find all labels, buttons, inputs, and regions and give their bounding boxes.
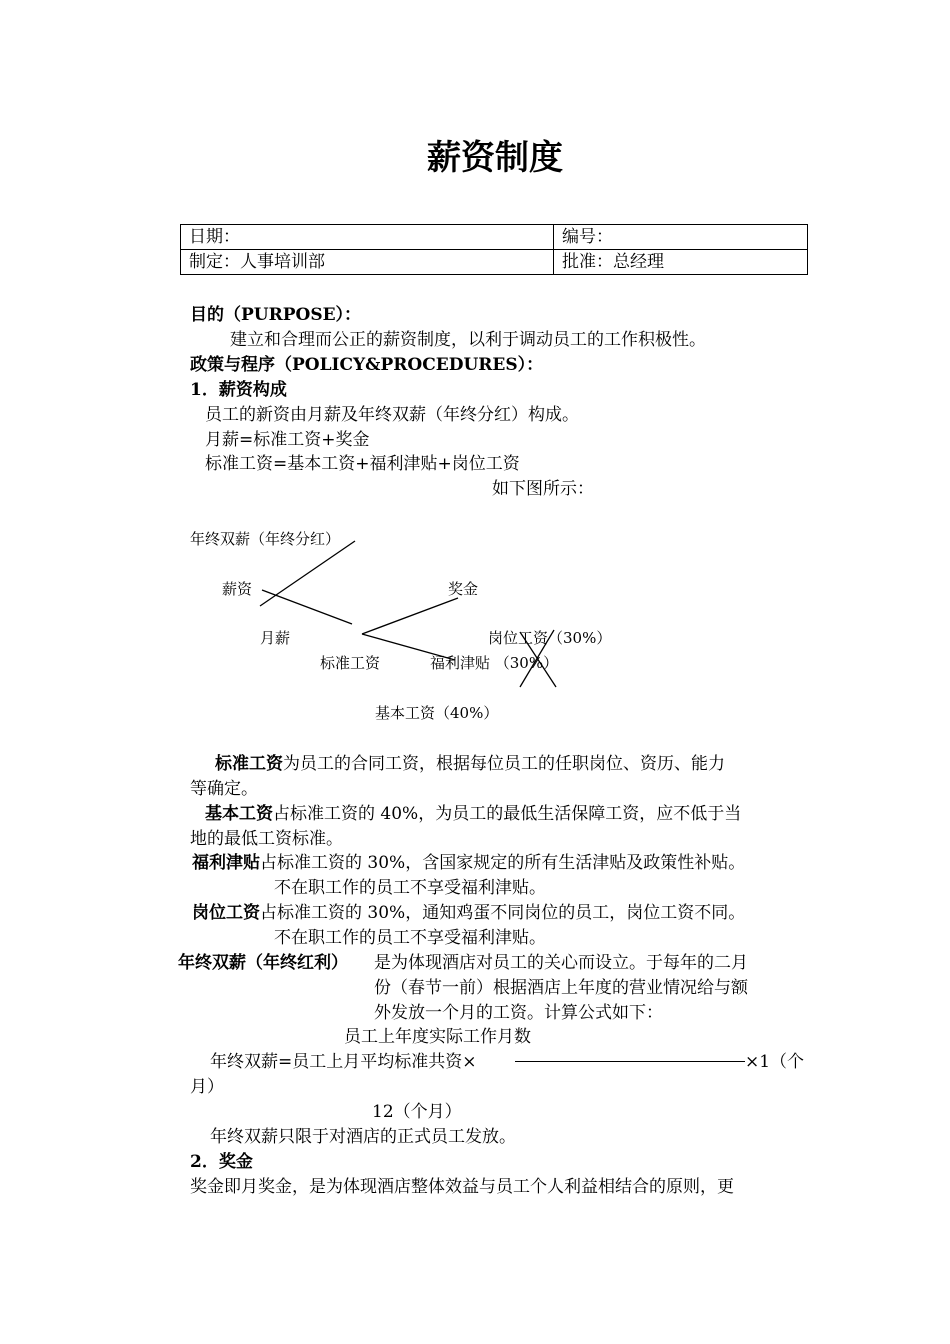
formula-fraction-bar (515, 1061, 745, 1062)
section1-heading: 1．薪资构成 (190, 380, 287, 400)
section1-line3: 标准工资=基本工资+福利津贴+岗位工资 (205, 454, 520, 474)
purpose-text: 建立和合理而公正的薪资制度，以利于调动员工的工作积极性。 (230, 330, 706, 350)
section1-line1: 员工的新资由月薪及年终双薪（年终分红）构成。 (205, 405, 579, 425)
def-base-text2: 地的最低工资标准。 (190, 829, 343, 849)
section1-line2: 月薪=标准工资+奖金 (205, 430, 370, 450)
def-year-end-text2: 份（春节一前）根据酒店上年度的营业情况给与额 (374, 978, 748, 998)
section2-heading: 2．奖金 (190, 1152, 253, 1172)
number-cell: 编号： (554, 225, 808, 250)
date-cell: 日期： (181, 225, 554, 250)
formula-lhs: 年终双薪=员工上月平均标准共资× (210, 1052, 477, 1072)
def-year-end-text1: 是为体现酒店对员工的关心而设立。于每年的二月 (374, 953, 748, 973)
diagram-label-bonus: 奖金 (448, 580, 479, 598)
def-standard-text2: 等确定。 (190, 779, 258, 799)
diagram-label-standard-wage: 标准工资 (320, 654, 381, 672)
def-welfare-line1 (192, 851, 745, 875)
section2-text: 奖金即月奖金，是为体现酒店整体效益与员工个人利益相结合的原则，更 (190, 1177, 734, 1197)
def-post-term: 岗位工资 (192, 903, 260, 923)
diagram-label-salary: 薪资 (222, 580, 253, 598)
page-title: 薪资制度 (427, 138, 563, 178)
def-base-line1 (205, 802, 741, 826)
def-post-line1 (192, 901, 745, 925)
policy-heading: 政策与程序（POLICY&PROCEDURES）： (190, 355, 544, 375)
def-year-end-text3: 外发放一个月的工资。计算公式如下： (374, 1003, 663, 1023)
diagram-line-monthly (262, 590, 352, 624)
diagram-label-monthly: 月薪 (260, 629, 291, 647)
formula-numerator: 员工上年度实际工作月数 (344, 1027, 531, 1047)
purpose-heading: 目的（PURPOSE）： (190, 305, 362, 325)
diagram-label-base-wage: 基本工资（40%） (375, 704, 499, 722)
def-welfare-term: 福利津贴 (192, 853, 260, 873)
def-post-text1: 占标准工资的 30%，通知鸡蛋不同岗位的员工，岗位工资不同。 (260, 903, 746, 923)
formula-rhs-cont: 月） (190, 1077, 224, 1097)
def-base-text1: 占标准工资的 40%，为员工的最低生活保障工资，应不低于当 (273, 804, 742, 824)
def-standard-line1 (215, 752, 725, 776)
diagram-label-post-wage: 岗位工资（30%） (488, 629, 612, 647)
diagram-label-welfare: 福利津贴 （30%） (430, 654, 559, 672)
def-base-term: 基本工资 (205, 804, 273, 824)
made-by-cell: 制定：人事培训部 (181, 250, 554, 275)
def-year-end-term: 年终双薪（年终红利） (178, 953, 348, 973)
section1-line4: 如下图所示： (492, 479, 594, 499)
diagram-line-yearend (260, 541, 355, 606)
def-standard-text1: 为员工的合同工资，根据每位员工的任职岗位、资历、能力 (283, 754, 725, 774)
diagram-line-bonus (362, 598, 458, 634)
def-welfare-text1: 占标准工资的 30%，含国家规定的所有生活津贴及政策性补贴。 (260, 853, 746, 873)
approved-by-cell: 批准：总经理 (554, 250, 808, 275)
diagram-label-year-end: 年终双薪（年终分红） (190, 530, 341, 548)
formula-rhs: ×1（个 (745, 1052, 805, 1072)
formula-denominator: 12（个月） (372, 1102, 462, 1122)
formula-note: 年终双薪只限于对酒店的正式员工发放。 (210, 1127, 516, 1147)
def-post-text2: 不在职工作的员工不享受福利津贴。 (274, 928, 546, 948)
def-standard-term: 标准工资 (215, 754, 283, 774)
def-welfare-text2: 不在职工作的员工不享受福利津贴。 (274, 878, 546, 898)
